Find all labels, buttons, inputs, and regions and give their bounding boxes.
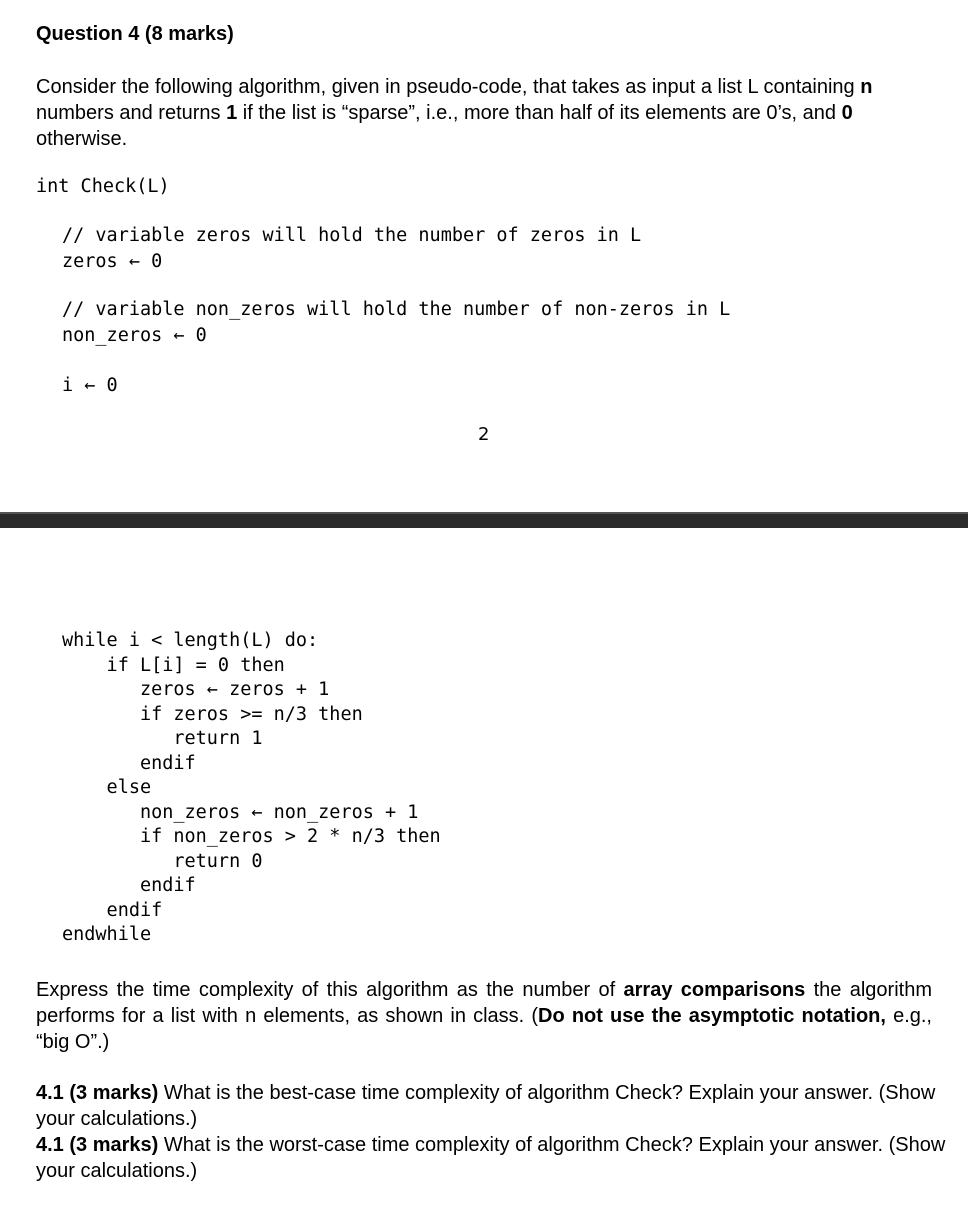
subquestion-best-case [36, 1080, 946, 1132]
code-init-i: i ← 0 [62, 375, 118, 396]
code-init-zeros: zeros ← 0 [62, 251, 163, 272]
page-break-divider [0, 512, 968, 528]
intro-text-4: otherwise. [36, 128, 128, 150]
code-line: if L[i] = 0 then [62, 654, 285, 676]
code-signature: int Check(L) [36, 176, 170, 197]
subquestion-text: What is the worst-case time complexity of algorithm Check? Explain your answer. (Show your calculations.) [36, 1134, 946, 1182]
intro-text-3: if the list is “sparse”, i.e., more than half of its elements are 0’s, and [237, 102, 842, 124]
intro-text-1: Consider the following algorithm, given in pseudo-code, that takes as input a list L containing [36, 76, 861, 98]
code-line: non_zeros ← non_zeros + 1 [62, 801, 419, 823]
code-line: return 0 [62, 850, 263, 872]
intro-bold-n: n [860, 76, 873, 98]
code-line: endif [62, 899, 163, 921]
page-number: 2 [478, 424, 490, 445]
code-comment-non-zeros: // variable non_zeros will hold the number of non-zeros in L [62, 299, 731, 320]
code-line: zeros ← zeros + 1 [62, 679, 330, 700]
complexity-text-2: the algorithm performs for a list with n elements, as shown in class. ( [36, 979, 932, 1027]
code-line: endwhile [62, 924, 152, 945]
code-line: if non_zeros > 2 * n/3 then [62, 826, 441, 847]
intro-bold-1: 1 [226, 102, 238, 124]
subquestion-worst-case [36, 1132, 946, 1184]
complexity-bold-array: array comparisons [623, 979, 806, 1001]
complexity-text-1: Express the time complexity of this algorithm as the number of [36, 979, 624, 1001]
code-line: while i < length(L) do: [62, 630, 319, 651]
code-line: return 1 [62, 728, 263, 749]
code-init-non-zeros: non_zeros ← 0 [62, 325, 207, 346]
code-line: if zeros >= n/3 then [62, 703, 363, 725]
complexity-text-3: e.g., “big O”.) [36, 1005, 932, 1053]
complexity-paragraph [36, 977, 932, 1055]
intro-paragraph [36, 74, 932, 152]
subquestion-label: 4.1 (3 marks) [36, 1082, 159, 1104]
code-line: else [62, 777, 152, 798]
subquestion-text: What is the best-case time complexity of algorithm Check? Explain your answer. (Show your calculations.) [36, 1082, 936, 1130]
intro-text-2: numbers and returns [36, 102, 227, 124]
code-block-while-loop [62, 629, 441, 948]
code-line: endif [62, 752, 196, 774]
complexity-bold-no-asymptotic: Do not use the asymptotic notation, [538, 1005, 886, 1027]
code-comment-zeros: // variable zeros will hold the number of zeros in L [62, 225, 642, 246]
question-title: Question 4 (8 marks) [36, 23, 234, 45]
code-line: endif [62, 875, 196, 896]
intro-bold-0: 0 [841, 102, 853, 124]
subquestion-label: 4.1 (3 marks) [36, 1134, 159, 1156]
